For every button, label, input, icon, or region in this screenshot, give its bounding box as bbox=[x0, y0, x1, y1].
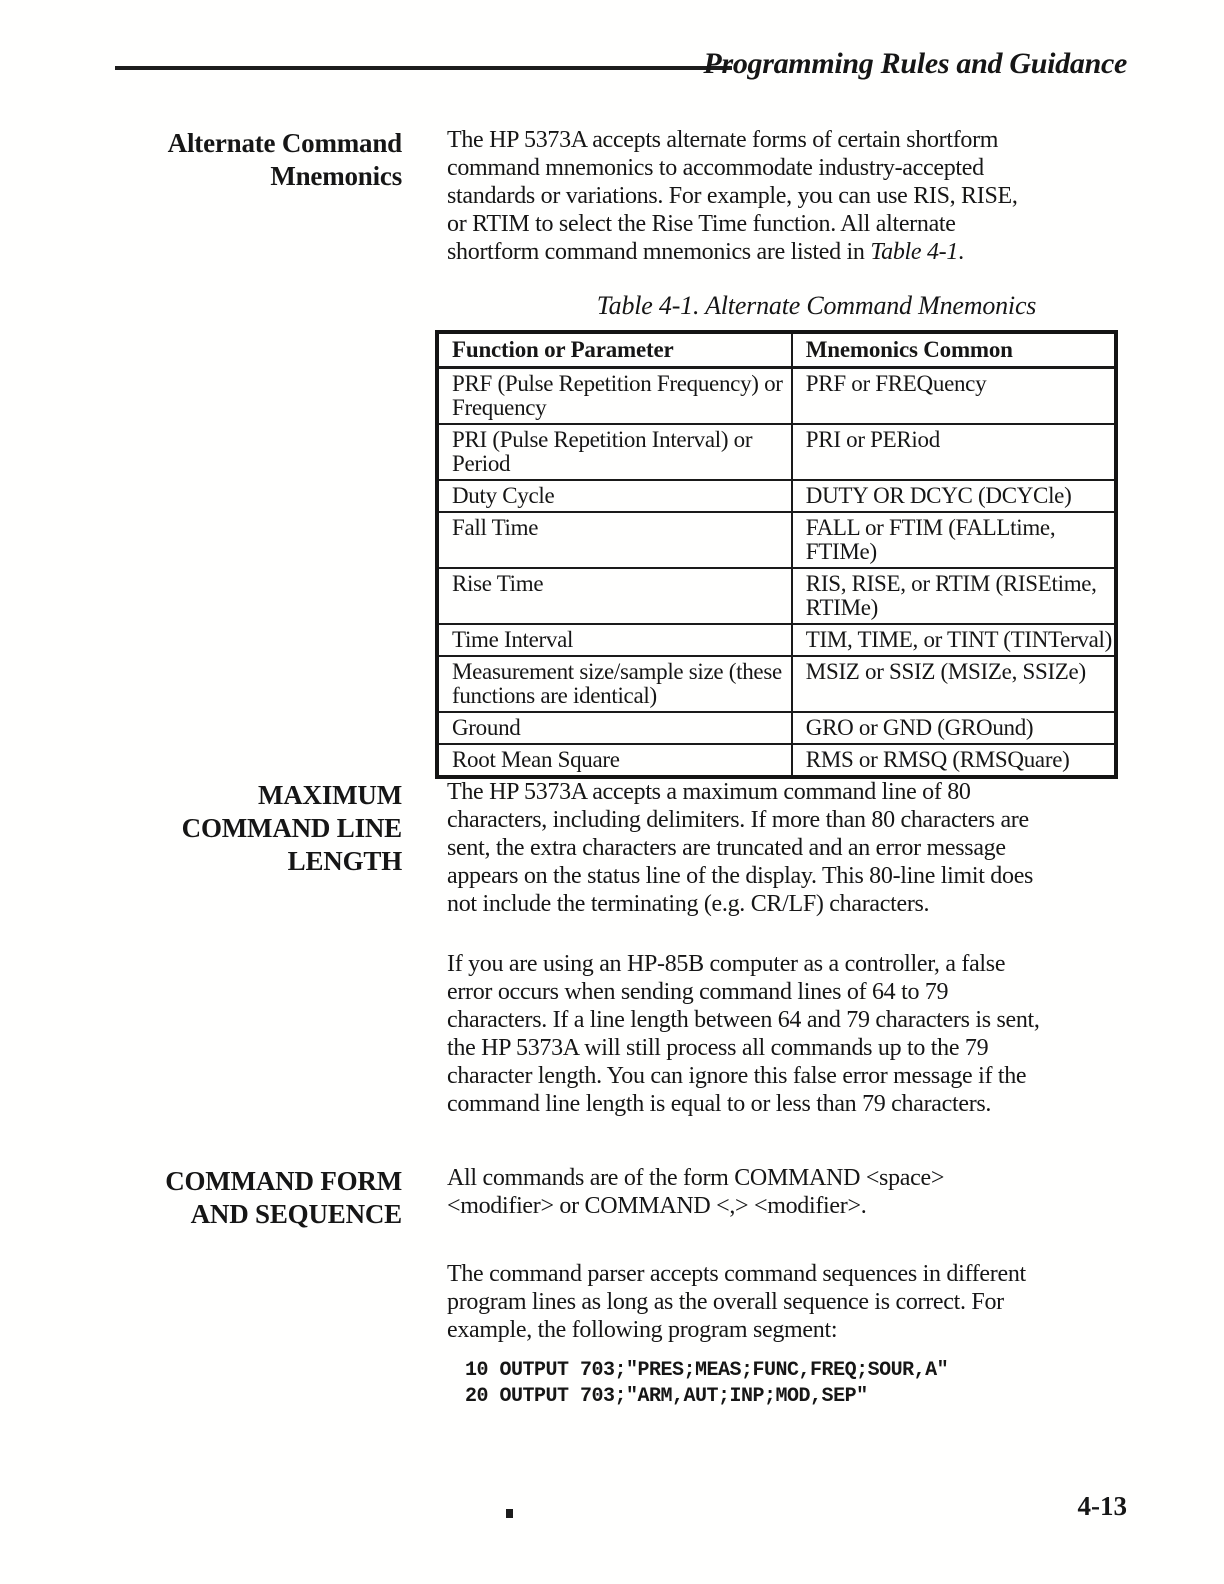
cell-mnemonics: RIS, RISE, or RTIM (RISEtime, RTIMe) bbox=[792, 568, 1116, 624]
cell-function: Measurement size/sample size (these functions are identical) bbox=[437, 656, 792, 712]
table-header-row bbox=[437, 332, 1116, 368]
code-line: 10 OUTPUT 703;"PRES;MEAS;FUNC,FREQ;SOUR,A" bbox=[465, 1359, 949, 1382]
cell-function: PRF (Pulse Repetition Frequency) or Frequency bbox=[437, 368, 792, 425]
section-heading: Alternate Command Mnemonics bbox=[167, 128, 402, 191]
table-row bbox=[437, 712, 1116, 744]
section-body bbox=[447, 778, 1127, 1118]
header-rule bbox=[115, 66, 732, 70]
scan-artifact-dot bbox=[506, 1509, 513, 1518]
table-reference: Table 4-1 bbox=[870, 239, 959, 265]
paragraph: The HP 5373A accepts a maximum command line of 80 characters, including delimiters. If more than 80 characters are sent, the extra characters are truncated and an error message appears on the status line of the display. This 80-line limit does not include the terminating (e.g. CR/LF) characters. bbox=[447, 779, 1034, 917]
cell-mnemonics: PRF or FREQuency bbox=[792, 368, 1116, 425]
alternate-mnemonics-table bbox=[435, 330, 1118, 779]
cell-mnemonics: GRO or GND (GROund) bbox=[792, 712, 1116, 744]
program-segment-code-block bbox=[465, 1358, 1127, 1410]
section-heading: COMMAND FORM AND SEQUENCE bbox=[165, 1166, 402, 1229]
cell-mnemonics: PRI or PERiod bbox=[792, 424, 1116, 480]
paragraph: The HP 5373A accepts alternate forms of certain shortform command mnemonics to accommodate industry-accepted standards or variations. For example, you can use RIS, RISE, or RTIM to select the Rise Time function. All alternate shortform command mnemonics are listed in Table 4-1. bbox=[447, 126, 1127, 266]
cell-mnemonics: MSIZ or SSIZ (MSIZe, SSIZe) bbox=[792, 656, 1116, 712]
cell-mnemonics: RMS or RMSQ (RMSQuare) bbox=[792, 744, 1116, 777]
section-body bbox=[447, 126, 1127, 266]
table-row bbox=[437, 568, 1116, 624]
cell-function: Ground bbox=[437, 712, 792, 744]
section-maximum-command-line-length bbox=[115, 778, 1127, 1118]
paragraph: All commands are of the form COMMAND <space> <modifier> or COMMAND <,> <modifier>. bbox=[447, 1165, 945, 1219]
table-row bbox=[437, 480, 1116, 512]
column-header-mnemonics: Mnemonics Common bbox=[792, 332, 1116, 368]
table-caption: Table 4-1. Alternate Command Mnemonics bbox=[596, 291, 1037, 320]
running-header-title: Programming Rules and Guidance bbox=[703, 47, 1127, 80]
cell-function: Root Mean Square bbox=[437, 744, 792, 777]
code-line: 20 OUTPUT 703;"ARM,AUT;INP;MOD,SEP" bbox=[465, 1385, 868, 1408]
section-alternate-command-mnemonics bbox=[115, 126, 1127, 266]
table-row bbox=[437, 424, 1116, 480]
section-body bbox=[447, 1164, 1127, 1410]
section-heading: MAXIMUM COMMAND LINE LENGTH bbox=[181, 780, 402, 876]
table-row bbox=[437, 624, 1116, 656]
cell-function: PRI (Pulse Repetition Interval) or Period bbox=[437, 424, 792, 480]
table-row bbox=[437, 656, 1116, 712]
table-row bbox=[437, 512, 1116, 568]
cell-mnemonics: FALL or FTIM (FALLtime, FTIMe) bbox=[792, 512, 1116, 568]
column-header-function: Function or Parameter bbox=[437, 332, 792, 368]
cell-function: Rise Time bbox=[437, 568, 792, 624]
page-number: 4-13 bbox=[1077, 1491, 1127, 1521]
paragraph: The command parser accepts command sequences in different program lines as long as the overall sequence is correct. For example, the following program segment: bbox=[447, 1261, 1026, 1343]
table-row bbox=[437, 744, 1116, 777]
section-command-form-and-sequence bbox=[115, 1164, 1127, 1410]
cell-function: Fall Time bbox=[437, 512, 792, 568]
line-with-table-reference: shortform command mnemonics are listed in Table 4-1. bbox=[447, 239, 964, 265]
table-row bbox=[437, 368, 1116, 425]
cell-function: Duty Cycle bbox=[437, 480, 792, 512]
cell-function: Time Interval bbox=[437, 624, 792, 656]
cell-mnemonics: DUTY OR DCYC (DCYCle) bbox=[792, 480, 1116, 512]
paragraph: If you are using an HP-85B computer as a controller, a false error occurs when sending command lines of 64 to 79 characters. If a line length between 64 and 79 characters is sent, the HP 5373A will still process all commands up to the 79 character length. You can ignore this false error message if the command line length is equal to or less than 79 characters. bbox=[447, 951, 1040, 1117]
cell-mnemonics: TIM, TIME, or TINT (TINTerval) bbox=[792, 624, 1116, 656]
